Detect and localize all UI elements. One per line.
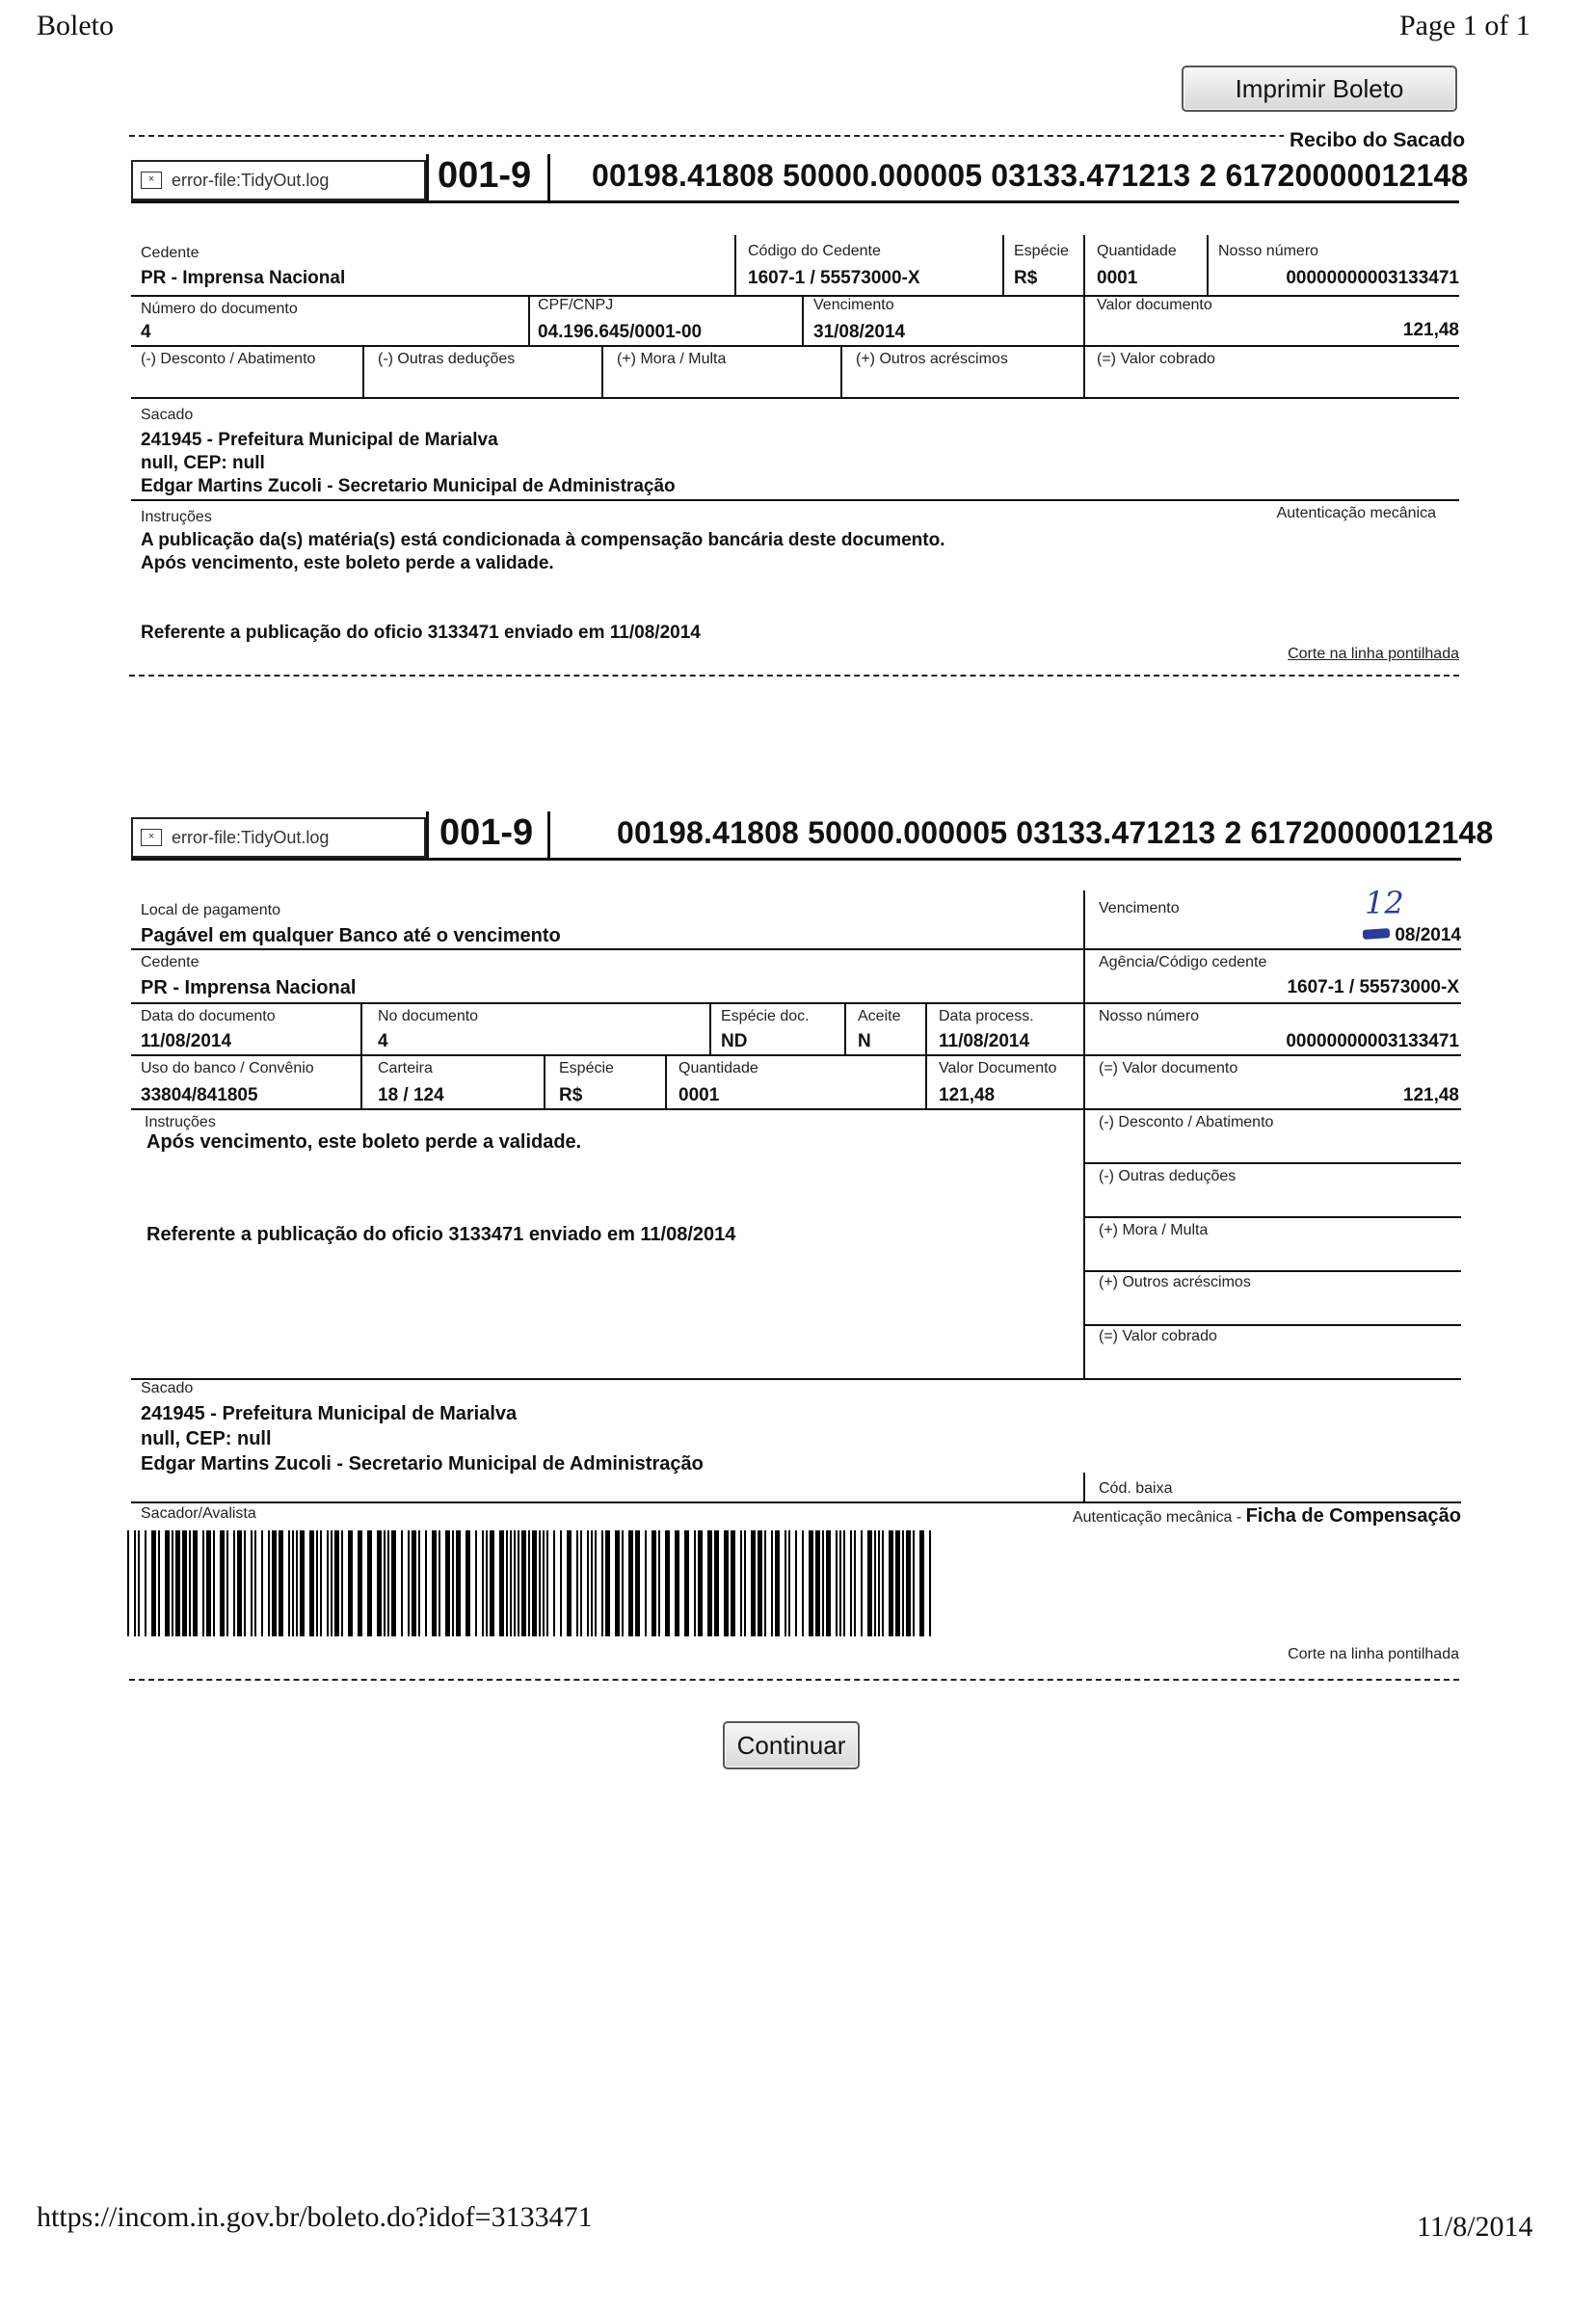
barcode-bar — [652, 1530, 656, 1636]
grid-line — [131, 948, 1461, 950]
valor-documento-label: Valor documento — [1097, 297, 1212, 313]
bank-logo-text: error-file:TidyOut.log — [172, 170, 330, 190]
grid-line — [131, 345, 1459, 347]
barcode-bar — [546, 1530, 548, 1636]
handwritten-strike-mark — [1363, 928, 1391, 940]
outras-deducoes-label: (-) Outras deduções — [1099, 1168, 1237, 1184]
nosso-numero-value: 00000000003133471 — [1286, 1031, 1459, 1051]
sacador-label: Sacador/Avalista — [141, 1505, 256, 1522]
grid-line — [544, 1054, 545, 1108]
cedente-label: Cedente — [141, 954, 200, 970]
grid-line — [131, 397, 1459, 399]
barcode-bar — [486, 1530, 488, 1636]
bank-logo — [131, 160, 426, 200]
codigo-cedente-value: 1607-1 / 55573000-X — [748, 268, 920, 288]
data-documento-label: Data do documento — [141, 1008, 276, 1024]
grid-line — [601, 345, 603, 399]
quantidade-label: Quantidade — [678, 1060, 758, 1076]
grid-line — [131, 499, 1459, 501]
barcode-bar — [882, 1530, 884, 1636]
barcode-bar — [635, 1530, 640, 1636]
separator-dashed — [129, 135, 1459, 137]
outras-deducoes-label: (-) Outras deduções — [378, 351, 516, 367]
barcode-bar — [675, 1530, 679, 1636]
instrucoes-line: Após vencimento, este boleto perde a validade. — [146, 1131, 582, 1153]
sacado-line: Edgar Martins Zucoli - Secretario Municipal de Administração — [141, 1453, 704, 1474]
uso-banco-value: 33804/841805 — [141, 1085, 258, 1105]
barcode-bar — [895, 1530, 900, 1636]
barcode-bar — [684, 1530, 689, 1636]
receipt-title: Recibo do Sacado — [1284, 129, 1465, 152]
barcode-bar — [202, 1530, 204, 1636]
barcode-bar — [387, 1530, 389, 1636]
vencimento-label: Vencimento — [813, 297, 894, 313]
barcode-bar — [521, 1530, 526, 1636]
especie-value: R$ — [559, 1085, 583, 1105]
sacado-line: Edgar Martins Zucoli - Secretario Municipal de Administração — [141, 476, 676, 496]
valor-documento-mid-label: Valor Documento — [939, 1060, 1057, 1076]
barcode-bar — [785, 1530, 786, 1636]
barcode-bar — [316, 1530, 318, 1636]
instrucoes-line: A publicação da(s) matéria(s) está condicionada à compensação bancária deste documento. — [141, 530, 945, 550]
cod-baixa-label: Cód. baixa — [1099, 1480, 1173, 1497]
barcode-bar — [408, 1530, 410, 1636]
especie-doc-value: ND — [721, 1031, 748, 1051]
barcode-bar — [425, 1530, 427, 1636]
barcode-bar — [327, 1530, 329, 1636]
barcode-bar — [889, 1530, 893, 1636]
barcode-bar — [861, 1530, 863, 1636]
data-process-value: 11/08/2014 — [939, 1031, 1030, 1051]
local-pagamento-value: Pagável em qualquer Banco até o vencimento — [141, 925, 561, 946]
barcode-bar — [432, 1530, 437, 1636]
cpf-cnpj-label: CPF/CNPJ — [538, 297, 614, 313]
barcode-bar — [482, 1530, 484, 1636]
barcode-bar — [251, 1530, 253, 1636]
barcode-bar — [254, 1530, 256, 1636]
grid-line — [131, 1054, 1461, 1056]
bank-code: 001-9 — [439, 812, 534, 853]
header-underline — [131, 858, 1461, 861]
barcode-bar — [331, 1530, 332, 1636]
barcode-bar — [445, 1530, 450, 1636]
barcode-bar — [334, 1530, 339, 1636]
barcode-bar — [764, 1530, 766, 1636]
grid-line — [1083, 890, 1085, 1380]
carteira-label: Carteira — [378, 1060, 433, 1076]
barcode-bar — [391, 1530, 396, 1636]
broken-image-icon: × — [141, 172, 162, 189]
barcode-bar — [213, 1530, 215, 1636]
digitable-line: 00198.41808 50000.000005 03133.471213 2 61720000012148 — [592, 158, 1469, 193]
barcode-bar — [580, 1530, 582, 1636]
especie-doc-label: Espécie doc. — [721, 1008, 810, 1024]
grid-line — [1002, 235, 1004, 295]
autenticacao-label: Autenticação mecânica - — [1072, 1509, 1242, 1526]
grid-line — [1083, 1270, 1461, 1272]
barcode-bar — [622, 1530, 624, 1636]
barcode-bar — [475, 1530, 477, 1636]
barcode-bar — [300, 1530, 305, 1636]
especie-value: R$ — [1014, 268, 1038, 288]
barcode-bar — [189, 1530, 191, 1636]
grid-line — [925, 1002, 927, 1108]
barcode-bar — [913, 1530, 915, 1636]
sacado-label: Sacado — [141, 1380, 194, 1396]
barcode-bar — [348, 1530, 353, 1636]
barcode-bar — [822, 1530, 824, 1636]
barcode-bar — [466, 1530, 470, 1636]
grid-line — [802, 295, 804, 345]
bank-code: 001-9 — [438, 155, 532, 196]
cedente-value: PR - Imprensa Nacional — [141, 268, 346, 288]
barcode-bar — [553, 1530, 555, 1636]
grid-line — [1083, 1324, 1461, 1326]
instrucoes-line: Após vencimento, este boleto perde a validade. — [141, 553, 554, 573]
page-title: Boleto — [37, 10, 114, 41]
barcode-bar — [138, 1530, 140, 1636]
valor-cobrado-label: (=) Valor cobrado — [1099, 1328, 1217, 1344]
barcode-bar — [412, 1530, 416, 1636]
barcode-bar — [320, 1530, 322, 1636]
vencimento-value: 08/2014 — [1395, 925, 1461, 945]
grid-line — [131, 1501, 1461, 1503]
barcode-bar — [854, 1530, 856, 1636]
barcode-bar — [490, 1530, 494, 1636]
instrucoes-label: Instruções — [145, 1114, 216, 1130]
mora-multa-label: (+) Mora / Multa — [617, 351, 727, 367]
barcode-bar — [309, 1530, 314, 1636]
barcode-bar — [401, 1530, 403, 1636]
nosso-numero-label: Nosso número — [1099, 1008, 1200, 1024]
no-documento-value: 4 — [378, 1031, 388, 1051]
footer-url: https://incom.in.gov.br/boleto.do?idof=3133471 — [37, 2201, 593, 2233]
vencimento-label: Vencimento — [1099, 900, 1180, 916]
barcode-bar — [358, 1530, 362, 1636]
digitable-line: 00198.41808 50000.000005 03133.471213 2 61720000012148 — [617, 815, 1494, 850]
cpf-cnpj-value: 04.196.645/0001-00 — [538, 322, 703, 342]
outros-acrescimos-label: (+) Outros acréscimos — [1099, 1274, 1251, 1290]
barcode-bar — [788, 1530, 790, 1636]
grid-line — [131, 295, 1459, 297]
desconto-label: (-) Desconto / Abatimento — [1099, 1114, 1274, 1130]
barcode-bar — [158, 1530, 160, 1636]
barcode-bar — [532, 1530, 537, 1636]
referente-text: Referente a publicação do oficio 3133471 enviado em 11/08/2014 — [146, 1224, 736, 1245]
barcode-bar — [206, 1530, 211, 1636]
especie-label: Espécie — [559, 1060, 614, 1076]
grid-line — [131, 1108, 1461, 1110]
barcode-bar — [439, 1530, 440, 1636]
barcode-bar — [665, 1530, 670, 1636]
barcode-bar — [902, 1530, 904, 1636]
barcode-bar — [418, 1530, 420, 1636]
barcode-bar — [744, 1530, 746, 1636]
barcode-bar — [645, 1530, 647, 1636]
sacado-line: null, CEP: null — [141, 453, 265, 473]
vencimento-value: 31/08/2014 — [813, 322, 906, 342]
bank-logo — [131, 817, 426, 858]
barcode-bar — [452, 1530, 454, 1636]
grid-line — [665, 1054, 667, 1108]
barcode-bar — [514, 1530, 516, 1636]
numero-documento-label: Número do documento — [141, 301, 298, 317]
barcode-bar — [261, 1530, 263, 1636]
barcode-bar — [268, 1530, 270, 1636]
barcode-bar — [182, 1530, 187, 1636]
data-process-label: Data process. — [939, 1008, 1034, 1024]
barcode-bar — [850, 1530, 852, 1636]
barcode-bar — [601, 1530, 603, 1636]
aceite-value: N — [858, 1031, 871, 1051]
barcode-bar — [567, 1530, 572, 1636]
nosso-numero-value: 00000000003133471 — [1286, 268, 1459, 288]
barcode-bar — [658, 1530, 660, 1636]
barcode-graphic — [125, 1530, 939, 1636]
barcode-bar — [839, 1530, 841, 1636]
referente-text: Referente a publicação do oficio 3133471 enviado em 11/08/2014 — [141, 623, 701, 643]
barcode-bar — [906, 1530, 911, 1636]
sacado-line: 241945 - Prefeitura Municipal de Marialva — [141, 1403, 518, 1424]
bank-logo-text: error-file:TidyOut.log — [172, 827, 330, 847]
grid-line — [131, 1378, 1461, 1380]
barcode-bar — [843, 1530, 845, 1636]
cedente-label: Cedente — [141, 245, 200, 261]
barcode-bar — [615, 1530, 620, 1636]
valor-documento-label: (=) Valor documento — [1099, 1060, 1238, 1076]
barcode-bar — [836, 1530, 838, 1636]
sacado-label: Sacado — [141, 407, 194, 423]
barcode-bar — [605, 1530, 610, 1636]
cut-line — [129, 1679, 1459, 1681]
mora-multa-label: (+) Mora / Multa — [1099, 1222, 1209, 1238]
ficha-title-row — [1073, 1505, 1461, 1527]
barcode-bar — [560, 1530, 562, 1636]
barcode-bar — [499, 1530, 504, 1636]
barcode-bar — [506, 1530, 508, 1636]
barcode-bar — [595, 1530, 597, 1636]
barcode-bar — [292, 1530, 294, 1636]
page-number: Page 1 of 1 — [1399, 10, 1530, 41]
barcode-bar — [775, 1530, 780, 1636]
grid-line — [1083, 1216, 1461, 1218]
barcode-bar — [751, 1530, 756, 1636]
grid-line — [131, 1002, 1461, 1004]
header-underline — [131, 200, 1459, 203]
barcode-bar — [172, 1530, 173, 1636]
handwritten-note: 12 — [1365, 885, 1404, 921]
barcode-bar — [795, 1530, 797, 1636]
barcode-bar — [244, 1530, 246, 1636]
barcode-bar — [165, 1530, 170, 1636]
barcode-bar — [127, 1530, 129, 1636]
grid-line — [734, 235, 736, 295]
outros-acrescimos-label: (+) Outros acréscimos — [856, 351, 1008, 367]
barcode-bar — [384, 1530, 386, 1636]
barcode-bar — [809, 1530, 813, 1636]
bank-code-divider — [547, 154, 550, 202]
barcode-bar — [878, 1530, 880, 1636]
grid-line — [528, 295, 530, 345]
sacado-line: null, CEP: null — [141, 1428, 272, 1449]
agencia-value: 1607-1 / 55573000-X — [1287, 977, 1459, 997]
corte-label: Corte na linha pontilhada — [1288, 1646, 1459, 1662]
barcode-bar — [145, 1530, 146, 1636]
corte-label: Corte na linha pontilhada — [1288, 646, 1459, 662]
barcode-bar — [587, 1530, 589, 1636]
numero-documento-value: 4 — [141, 322, 151, 342]
barcode-bar — [528, 1530, 530, 1636]
barcode-bar — [296, 1530, 298, 1636]
carteira-value: 18 / 124 — [378, 1085, 444, 1105]
cut-line — [129, 675, 1459, 677]
bank-code-divider — [426, 154, 429, 202]
barcode-bar — [151, 1530, 156, 1636]
nosso-numero-label: Nosso número — [1218, 243, 1319, 259]
barcode-bar — [771, 1530, 773, 1636]
barcode-bar — [237, 1530, 242, 1636]
barcode-bar — [341, 1530, 343, 1636]
grid-line — [709, 1002, 711, 1054]
aceite-label: Aceite — [858, 1008, 901, 1024]
valor-documento-mid-value: 121,48 — [939, 1085, 996, 1105]
codigo-cedente-label: Código do Cedente — [748, 243, 881, 259]
uso-banco-label: Uso do banco / Convênio — [141, 1060, 314, 1076]
valor-documento-value: 121,48 — [1402, 320, 1459, 340]
bank-code-divider — [547, 811, 550, 860]
grid-line — [1083, 1162, 1461, 1164]
barcode-bar — [867, 1530, 872, 1636]
instrucoes-label: Instruções — [141, 509, 212, 525]
valor-cobrado-label: (=) Valor cobrado — [1097, 351, 1215, 367]
barcode-bar — [279, 1530, 283, 1636]
barcode-bar — [456, 1530, 461, 1636]
grid-line — [1083, 235, 1085, 399]
no-documento-label: No documento — [378, 1008, 479, 1024]
grid-line — [844, 1002, 846, 1054]
quantidade-value: 0001 — [678, 1085, 720, 1105]
barcode-bar — [815, 1530, 820, 1636]
especie-label: Espécie — [1014, 243, 1069, 259]
barcode-bar — [591, 1530, 593, 1636]
barcode-bar — [518, 1530, 519, 1636]
barcode-bar — [233, 1530, 235, 1636]
barcode-bar — [576, 1530, 578, 1636]
barcode-bar — [543, 1530, 545, 1636]
continue-button[interactable]: Continuar — [723, 1721, 860, 1769]
barcode — [125, 1530, 939, 1636]
sacado-line: 241945 - Prefeitura Municipal de Marialva — [141, 430, 498, 450]
footer-date: 11/8/2014 — [1417, 2211, 1533, 2243]
barcode-bar — [714, 1530, 719, 1636]
desconto-label: (-) Desconto / Abatimento — [141, 351, 316, 367]
ficha-title: Ficha de Compensação — [1245, 1505, 1461, 1527]
grid-line — [1207, 235, 1209, 295]
barcode-bar — [226, 1530, 228, 1636]
barcode-bar — [724, 1530, 729, 1636]
barcode-bar — [539, 1530, 541, 1636]
barcode-bar — [175, 1530, 180, 1636]
grid-line — [362, 345, 364, 399]
local-pagamento-label: Local de pagamento — [141, 902, 280, 918]
broken-image-icon: × — [141, 829, 162, 846]
barcode-bar — [758, 1530, 762, 1636]
barcode-bar — [367, 1530, 372, 1636]
print-button[interactable]: Imprimir Boleto — [1182, 66, 1457, 112]
barcode-bar — [826, 1530, 831, 1636]
grid-line — [1083, 1473, 1085, 1501]
barcode-bar — [707, 1530, 712, 1636]
barcode-bar — [377, 1530, 382, 1636]
barcode-bar — [193, 1530, 198, 1636]
barcode-bar — [731, 1530, 735, 1636]
cedente-value: PR - Imprensa Nacional — [141, 977, 357, 998]
grid-line — [840, 345, 842, 399]
agencia-label: Agência/Código cedente — [1099, 954, 1267, 970]
quantidade-label: Quantidade — [1097, 243, 1177, 259]
barcode-bar — [919, 1530, 924, 1636]
barcode-bar — [288, 1530, 290, 1636]
grid-line — [360, 1002, 362, 1108]
barcode-bar — [802, 1530, 804, 1636]
barcode-bar — [698, 1530, 703, 1636]
autenticacao-label: Autenticação mecânica — [1276, 505, 1436, 521]
barcode-bar — [134, 1530, 136, 1636]
bank-code-divider — [426, 811, 429, 860]
barcode-bar — [874, 1530, 876, 1636]
data-documento-value: 11/08/2014 — [141, 1031, 232, 1051]
barcode-bar — [740, 1530, 742, 1636]
barcode-bar — [220, 1530, 225, 1636]
barcode-bar — [628, 1530, 633, 1636]
valor-documento-value: 121,48 — [1402, 1085, 1459, 1105]
quantidade-value: 0001 — [1097, 268, 1138, 288]
barcode-bar — [510, 1530, 512, 1636]
barcode-bar — [929, 1530, 931, 1636]
barcode-bar — [272, 1530, 277, 1636]
barcode-bar — [694, 1530, 696, 1636]
